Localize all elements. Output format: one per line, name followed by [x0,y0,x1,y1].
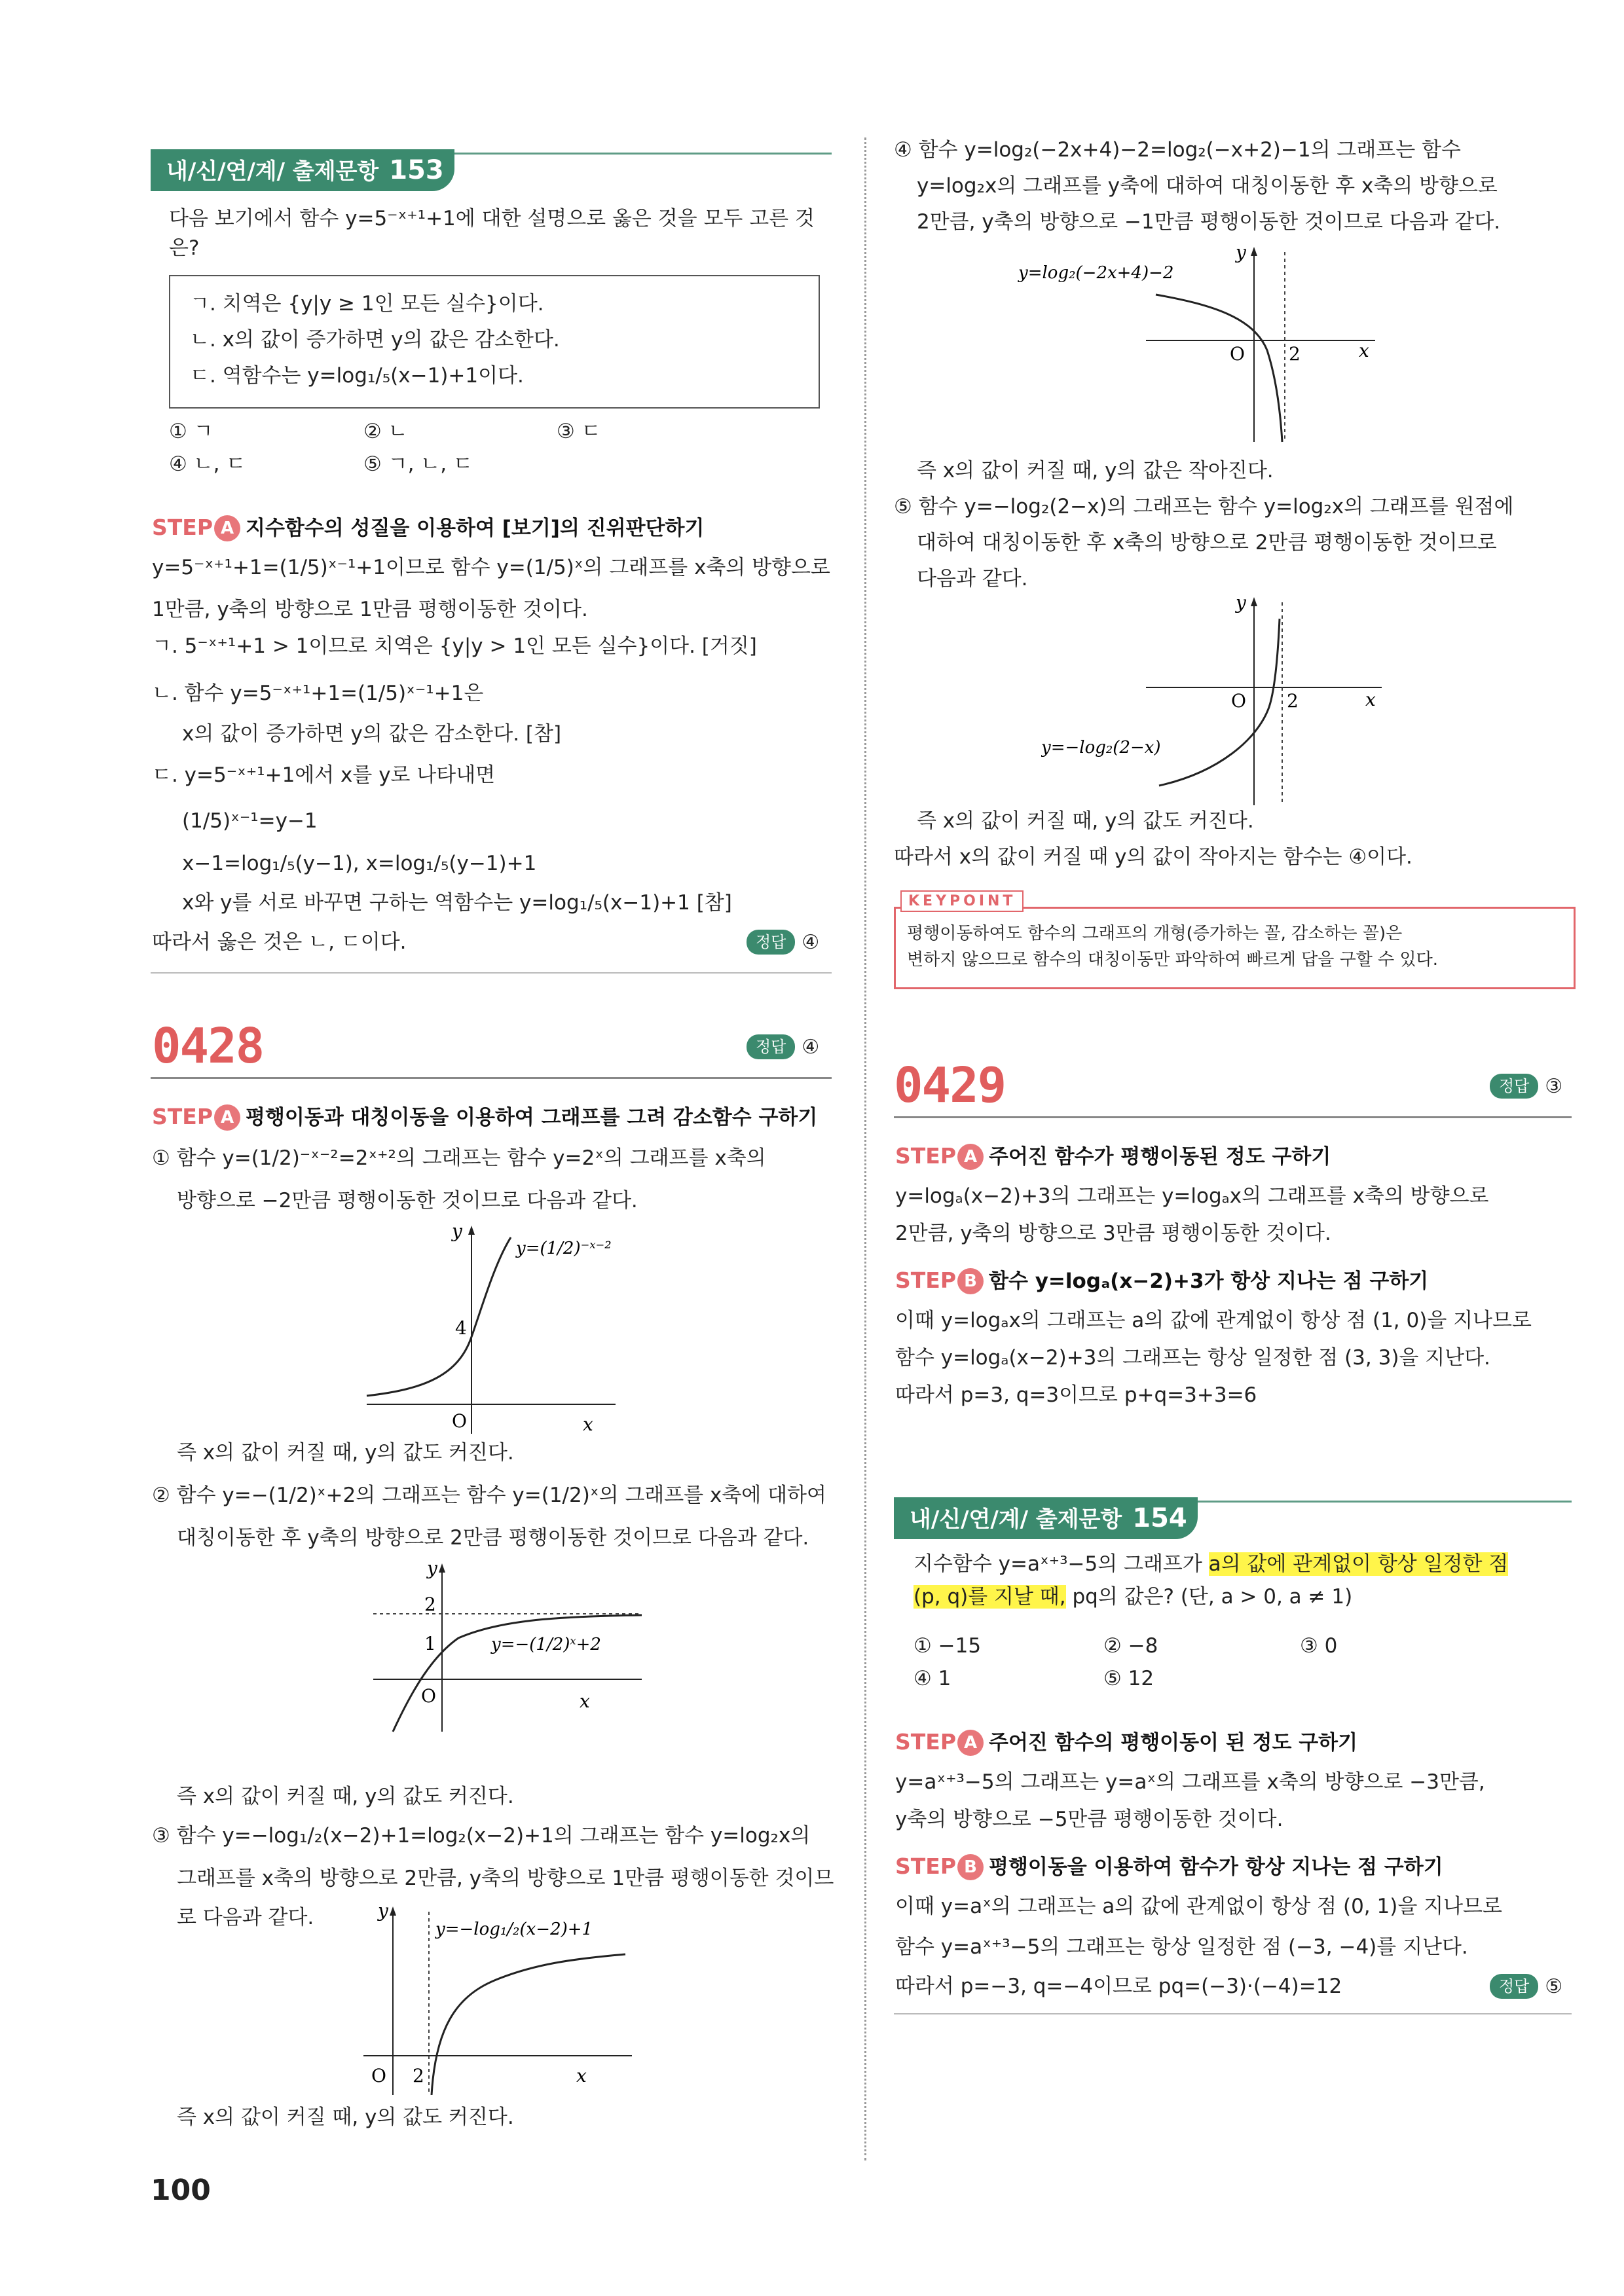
step-badge: B [957,1268,984,1294]
g4-tick-2: 2 [1289,343,1301,365]
q0428-p3-4: 즉 x의 값이 커질 때, y의 값도 커진다. [177,2105,514,2129]
step-label: STEP [152,1104,213,1129]
g1-x-label: x [583,1413,593,1434]
g4-origin: O [1230,343,1245,365]
q154-q-2b: pq의 값은? (단, a > 0, a ≠ 1) [1065,1585,1353,1609]
g3-y-arrow [390,1906,396,1916]
g2-origin: O [421,1685,436,1707]
g4-equation: y=log₂(−2x+4)−2 [1018,263,1174,283]
q0428-p5-4: 즉 x의 값이 커질 때, y의 값도 커진다. [917,809,1254,833]
keypoint-line2: 변하지 않으므로 함수의 대칭이동만 파악하여 빠르게 답을 구할 수 있다. [907,950,1439,970]
step-label: STEP [895,1143,957,1169]
step-badge: B [957,1854,984,1880]
answer-value: ③ [1545,1075,1563,1098]
step-badge: A [214,1104,240,1131]
q153-sol-10: 따라서 옳은 것은 ㄴ, ㄷ이다. [152,930,407,954]
q153-sol-5: x의 값이 증가하면 y의 값은 감소한다. [참] [182,722,562,746]
q0428-p2-1: ② 함수 y=−(1/2)ˣ+2의 그래프는 함수 y=(1/2)ˣ의 그래프를 x축에 대하여 [152,1484,826,1507]
step-title: 주어진 함수가 평행이동된 정도 구하기 [989,1145,1331,1169]
g3-y-label: y [378,1900,388,1922]
answer-value: ⑤ [1545,1975,1563,1998]
keypoint-line1: 평행이동하여도 함수의 그래프의 개형(증가하는 꼴, 감소하는 꼴)은 [907,924,1403,943]
choice-4: ④ 1 [913,1667,951,1690]
step-label: STEP [895,1729,957,1755]
q0428-p4-1: ④ 함수 y=log₂(−2x+4)−2=log₂(−x+2)−1의 그래프는 함수 [894,138,1461,162]
answer-pill: 정답 [747,1034,795,1059]
g5-x-label: x [1365,689,1376,710]
g5-y-arrow [1251,597,1257,606]
q0429-stepB-heading [895,1267,1428,1294]
g1-y-arrow [468,1226,475,1235]
graph-2 [367,1558,681,1735]
g3-tick-2: 2 [413,2065,424,2086]
g5-origin: O [1231,690,1246,712]
q0428-p4-2: y=log₂x의 그래프를 y축에 대하여 대칭이동한 후 x축의 방향으로 [917,174,1498,198]
q154-q-1a: 지수함수 y=aˣ⁺³−5의 그래프가 [913,1552,1209,1576]
q0428-p3-3: 로 다음과 같다. [177,1906,314,1929]
choice-3: ③ 0 [1300,1634,1338,1658]
q153-step-heading [152,514,704,541]
q154-b-1: 이때 y=aˣ의 그래프는 a의 값에 관계없이 항상 점 (0, 1)을 지나므로 [895,1895,1502,1918]
choice-2: ② −8 [1103,1634,1158,1658]
q0429-b-1: 이때 y=logₐx의 그래프는 a의 값에 관계없이 항상 점 (1, 0)을 지나므로 [895,1309,1532,1332]
q0428-answer [747,1034,819,1059]
q153-question-line1: 다음 보기에서 함수 y=5⁻ˣ⁺¹+1에 대한 설명으로 옳은 것을 모두 고른 것 [169,207,815,230]
g1-origin: O [452,1410,467,1432]
q153-sol-7: (1/5)ˣ⁻¹=y−1 [182,809,318,833]
step-title: 평행이동을 이용하여 함수가 항상 지나는 점 구하기 [989,1855,1443,1879]
step-title: 평행이동과 대칭이동을 이용하여 그래프를 그려 감소함수 구하기 [246,1106,818,1129]
choice-5: ⑤ ㄱ, ㄴ, ㄷ [363,452,473,476]
q0428-p1-2: 방향으로 −2만큼 평행이동한 것이므로 다음과 같다. [177,1189,638,1212]
g4-curve [1156,295,1282,442]
g2-intercept: 1 [424,1633,436,1654]
g3-origin: O [371,2065,386,2086]
keypoint-tag: KEYPOINT [900,890,1024,912]
g3-x-label: x [576,2065,587,2086]
problem-number-0429: 0429 [894,1057,1006,1114]
g2-equation: y=−(1/2)ˣ+2 [491,1635,601,1654]
step-title: 함수 y=logₐ(x−2)+3가 항상 지나는 점 구하기 [989,1269,1429,1293]
graph-1 [354,1218,629,1434]
g1-curve [367,1237,511,1396]
q0428-p5-2: 대하여 대칭이동한 후 x축의 방향으로 2만큼 평행이동한 것이므로 [917,531,1497,555]
step-title: 지수함수의 성질을 이용하여 [보기]의 진위판단하기 [246,517,705,540]
q153-sol-3: ㄱ. 5⁻ˣ⁺¹+1 > 1이므로 치역은 {y|y > 1인 모든 실수}이다. [거짓] [152,634,757,658]
tag-label: 내/신/연/계/ 출제문항 [166,158,379,185]
answer-value: ④ [802,931,820,954]
bogi-item-3: ㄷ. 역함수는 y=log₁/₅(x−1)+1이다. [190,364,524,388]
choice-2: ② ㄴ [363,420,408,443]
q0428-step-heading [152,1103,817,1131]
g5-tick-2: 2 [1287,690,1299,712]
choice-1: ① −15 [913,1634,982,1658]
q153-sol-1: y=5⁻ˣ⁺¹+1=(1/5)ˣ⁻¹+1이므로 함수 y=(1/5)ˣ의 그래프를 x축의 방향으로 [152,556,830,579]
q153-sol-8: x−1=log₁/₅(y−1), x=log₁/₅(y−1)+1 [182,852,537,875]
graph-5 [1041,589,1395,805]
g2-y-arrow [439,1563,445,1573]
q153-sol-9: x와 y를 서로 바꾸면 구하는 역함수는 y=log₁/₅(x−1)+1 [참] [182,891,732,915]
q0429-stepA-heading [895,1142,1331,1170]
q154-b-2: 함수 y=aˣ⁺³−5의 그래프는 항상 일정한 점 (−3, −4)를 지난다. [895,1935,1468,1959]
q0428-p4-4: 즉 x의 값이 커질 때, y의 값은 작아진다. [917,459,1274,483]
g1-intercept: 4 [455,1317,467,1339]
step-label: STEP [895,1267,957,1293]
q154-highlight-1: a의 값에 관계없이 항상 일정한 점 [1208,1552,1509,1576]
tag-label: 내/신/연/계/ 출제문항 [910,1506,1122,1533]
choice-3: ③ ㄷ [557,420,601,443]
q153-sol-2: 1만큼, y축의 방향으로 1만큼 평행이동한 것이다. [152,598,588,621]
answer-value: ④ [802,1036,820,1059]
step-label: STEP [895,1853,957,1879]
page-number: 100 [151,2174,211,2207]
number-rule [151,1077,832,1079]
g3-equation: y=−log₁/₂(x−2)+1 [435,1920,593,1939]
problem-tag-154 [894,1497,1198,1539]
keypoint-box [894,907,1576,989]
g4-x-label: x [1359,340,1369,361]
q153-sol-6: ㄷ. y=5⁻ˣ⁺¹+1에서 x를 y로 나타내면 [152,763,496,787]
q0428-p4-3: 2만큼, y축의 방향으로 −1만큼 평행이동한 것이므로 다음과 같다. [917,210,1501,234]
g5-curve [1159,619,1280,786]
g1-y-label: y [452,1220,462,1242]
section-rule [894,2013,1572,2014]
choice-4: ④ ㄴ, ㄷ [169,452,246,476]
q0429-a-2: 2만큼, y축의 방향으로 3만큼 평행이동한 것이다. [895,1222,1331,1245]
step-label: STEP [152,515,213,540]
tag-number: 154 [1132,1503,1187,1533]
q154-answer [1490,1974,1562,1999]
q0428-p1-3: 즉 x의 값이 커질 때, y의 값도 커진다. [177,1441,514,1465]
q0428-p3-1: ③ 함수 y=−log₁/₂(x−2)+1=log₂(x−2)+1의 그래프는 함수 y=log₂x의 [152,1824,811,1848]
q0428-p1-1: ① 함수 y=(1/2)⁻ˣ⁻²=2ˣ⁺²의 그래프는 함수 y=2ˣ의 그래프를 x축의 [152,1146,766,1170]
g2-y-label: y [427,1558,437,1579]
problem-number-0428: 0428 [152,1018,264,1074]
q154-question-line1 [913,1552,1508,1577]
g2-x-label: x [580,1690,590,1712]
q154-b-3: 따라서 p=−3, q=−4이므로 pq=(−3)·(−4)=12 [895,1975,1342,1998]
choice-1: ① ㄱ [169,420,213,443]
q0428-p2-3: 즉 x의 값이 커질 때, y의 값도 커진다. [177,1785,514,1808]
number-rule [894,1116,1572,1118]
q154-stepA-heading [895,1728,1357,1756]
g2-asymptote-label: 2 [424,1594,436,1615]
section-rule [151,972,832,974]
graph-3 [357,1899,652,2095]
q0429-a-1: y=logₐ(x−2)+3의 그래프는 y=logₐx의 그래프를 x축의 방향으로 [895,1184,1489,1208]
column-divider [864,137,866,2160]
g4-y-label: y [1236,242,1246,263]
answer-pill: 정답 [1490,1974,1538,1999]
q0429-b-2: 함수 y=logₐ(x−2)+3의 그래프는 항상 일정한 점 (3, 3)을 지난다. [895,1346,1490,1370]
g1-equation: y=(1/2)⁻ˣ⁻² [516,1239,612,1258]
q0428-conclusion: 따라서 x의 값이 커질 때 y의 값이 작아지는 함수는 ④이다. [894,845,1412,869]
step-badge: A [957,1730,984,1756]
g4-y-arrow [1251,247,1257,256]
answer-pill: 정답 [747,930,795,955]
g3-curve [432,1954,625,2095]
q154-question-line2 [913,1584,1352,1610]
bogi-item-1: ㄱ. 치역은 {y|y ≥ 1인 모든 실수}이다. [190,292,544,316]
q0428-p2-2: 대칭이동한 후 y축의 방향으로 2만큼 평행이동한 것이므로 다음과 같다. [177,1526,809,1550]
g5-equation: y=−log₂(2−x) [1041,738,1161,757]
q0428-p3-2: 그래프를 x축의 방향으로 2만큼, y축의 방향으로 1만큼 평행이동한 것이므 [177,1867,834,1890]
bogi-item-2: ㄴ. x의 값이 증가하면 y의 값은 감소한다. [190,328,560,352]
choice-5: ⑤ 12 [1103,1667,1154,1690]
step-title: 주어진 함수의 평행이동이 된 정도 구하기 [989,1731,1358,1755]
tag-number: 153 [389,155,444,185]
q153-sol-4: ㄴ. 함수 y=5⁻ˣ⁺¹+1=(1/5)ˣ⁻¹+1은 [152,682,484,705]
q0429-answer [1490,1074,1562,1099]
step-badge: A [957,1144,984,1170]
q0428-p5-3: 다음과 같다. [917,567,1028,591]
answer-pill: 정답 [1490,1074,1538,1099]
problem-tag-153 [151,149,454,191]
g5-y-label: y [1236,592,1246,613]
q153-question-line2: 은? [169,236,200,260]
step-badge: A [214,515,240,541]
q153-answer [747,930,819,955]
q154-stepB-heading [895,1853,1443,1880]
graph-4 [1015,239,1388,448]
q154-a-1: y=aˣ⁺³−5의 그래프는 y=aˣ의 그래프를 x축의 방향으로 −3만큼, [895,1770,1485,1794]
q0428-p5-1: ⑤ 함수 y=−log₂(2−x)의 그래프는 함수 y=log₂x의 그래프를 원점에 [894,495,1514,519]
q154-highlight-2: (p, q)를 지날 때, [913,1585,1066,1609]
q154-a-2: y축의 방향으로 −5만큼 평행이동한 것이다. [895,1808,1283,1831]
q0429-b-3: 따라서 p=3, q=3이므로 p+q=3+3=6 [895,1383,1257,1407]
